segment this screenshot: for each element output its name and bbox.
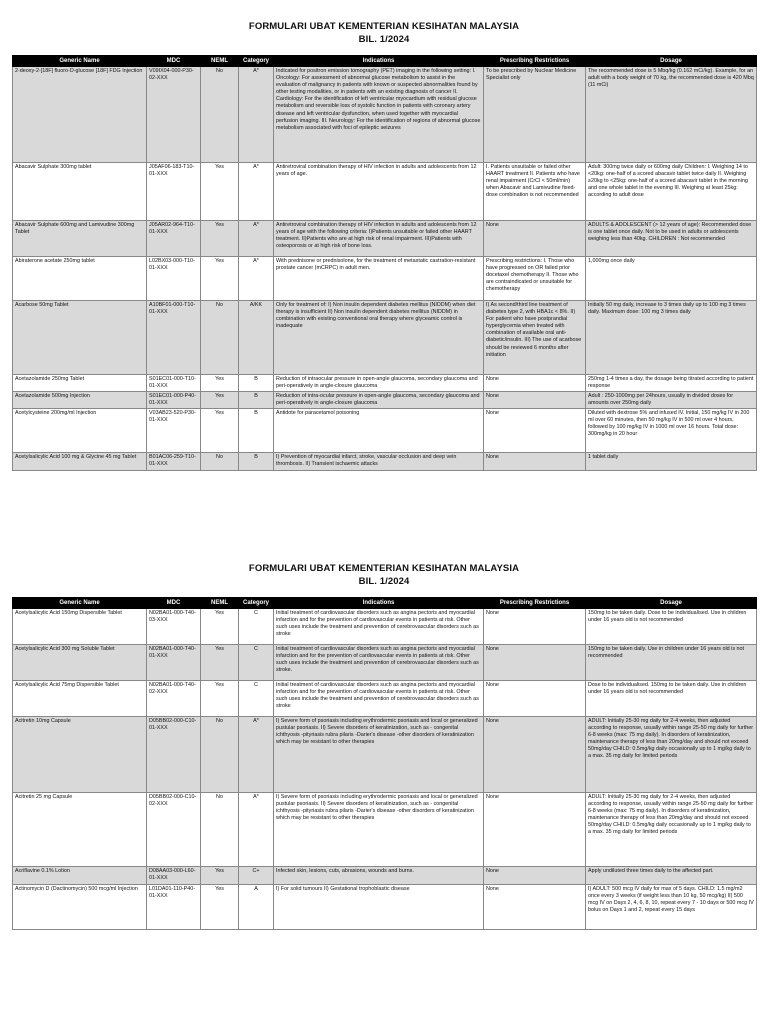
cell-generic-name: Acriflavine 0.1% Lotion (13, 867, 147, 885)
cell-generic-name: 2-deoxy-2-[18F] fluoro-D-glucose [18F] FDG Injection (13, 67, 147, 163)
cell-mdc: L02BX03-000-T10-01-XXX (147, 257, 201, 301)
cell-indications: Initial treatment of cardiovascular disorders such as angina pectoris and myocardial infarction and for the prevention of cardiovascular events in patients at risk. Other such uses include the treatment and prevention of cerebrovascular disorders such as stroke. (274, 645, 484, 681)
cell-dosage: 250mg 1-4 times a day, the dosage being titrated according to patient response (586, 375, 757, 392)
table-row (13, 67, 757, 163)
cell-dosage: 150mg to be taken daily. Dose to be individualised. Use in children under 16 years old is not recommended (586, 609, 757, 645)
table-row (13, 681, 757, 717)
cell-indications: Initial treatment of cardiovascular disorders such as angina pectoris and myocardial infarction and for the prevention of cardiovascular events in patients at risk. Other such uses include the treatment and prevention of cerebrovascular disorders such as stroke (274, 681, 484, 717)
table-row (13, 221, 757, 257)
table-row (13, 453, 757, 471)
cell-category: B (239, 392, 274, 409)
title-line-2: BIL. 1/2024 (358, 34, 410, 45)
formulary-page-2 (12, 562, 756, 930)
cell-mdc: A10BF01-000-T10-01-XXX (147, 301, 201, 375)
cell-dosage: Diluted with dextrose 5% and infused IV. Initial, 150 mg/kg IV in 200 ml over 60 minutes, then 50 mg/kg IV in 500 ml over 4 hours, followed by 100 mg/kg IV in 1000 ml over 16 hours. Total dose: 300mg/kg in 20 hour (586, 409, 757, 453)
cell-dosage: Adult : 250-1000mg per 24hours, usually in divided doses for amounts over 250mg daily (586, 392, 757, 409)
cell-category: A* (239, 257, 274, 301)
table-row (13, 717, 757, 793)
table-row (13, 867, 757, 885)
cell-generic-name: Acitretin 10mg Capsule (13, 717, 147, 793)
cell-category: A* (239, 793, 274, 867)
cell-indications: I) Severe form of psoriasis including erythrodermic psoriasis and local or generalized pustular psoriasis. II) Severe disorders of keratinization, such as - congenital ichthyosis -pityriasis rubra pilaris -Darier's disease -other disorders of keratinization which may be resistant to other therapies (274, 717, 484, 793)
cell-restrictions: None (484, 221, 586, 257)
cell-neml: Yes (201, 257, 239, 301)
cell-mdc: D05BB02-000-C10-02-XXX (147, 793, 201, 867)
cell-neml: Yes (201, 392, 239, 409)
cell-restrictions: None (484, 409, 586, 453)
formulary-page-1 (12, 20, 756, 471)
col-category: Category (239, 598, 274, 609)
cell-mdc: J05AF06-183-T10-01-XXX (147, 163, 201, 221)
table-body (13, 67, 757, 471)
cell-indications: I) Severe form of psoriasis including erythrodermic psoriasis and local or generalized pustular psoriasis. II) Severe disorders of keratinization, such as - congenital ichthyosis -pityriasis rubra pilaris -Darier's disease -other disorders of keratinization which may be resistant to other therapies (274, 793, 484, 867)
table-row (13, 375, 757, 392)
cell-category: C (239, 609, 274, 645)
cell-mdc: B01AC06-259-T10-01-XXX (147, 453, 201, 471)
cell-indications: Indicated for positron emission tomography (PET) imaging in the following setting: I. Oncology: For assessment of abnormal glucose metabolism to assist in the evaluation of malignancy in patients with known or suspected abnormalities found by other testing modalities, or in patients with an existing diagnosis of cancer II. Cardiology: For the identification of left ventricular myocardium with residual glucose metabolism and reversible loss of systolic function in patients with coronary artery disease and left ventricular dysfunction, when used together with myocardial perfusion imaging. III. Neurology: For the identification of regions of abnormal glucose metabolism associated with foci of epileptic seizures (274, 67, 484, 163)
table-header-row (13, 598, 757, 609)
cell-indications: Reduction of intraocular pressure in open-angle glaucoma, secondary glaucoma and peri-operatively in angle-closure glaucoma (274, 375, 484, 392)
cell-neml: Yes (201, 681, 239, 717)
cell-dosage: ADULTS & ADOLESCENT (> 12 years of age): Recommended dose is one tablet once daily. Not to be used in adults or adolescents weighing less than 40kg. CHILDREN : Not recommended (586, 221, 757, 257)
cell-neml: No (201, 793, 239, 867)
cell-restrictions: None (484, 867, 586, 885)
cell-dosage: 1 tablet daily (586, 453, 757, 471)
table-row (13, 645, 757, 681)
cell-neml: Yes (201, 609, 239, 645)
cell-dosage: I) ADULT: 500 mcg IV daily for max of 5 days. CHILD: 1.5 mg/m2 once every 3 weeks (if weight less than 10 kg, 50 mcg/kg) II) 500 mcg IV on Days 2, 4, 6, 8, 10, repeat every 7 - 10 days or 500 mcg IV bolus on Days 1 and 2, repeat every 15 days (586, 885, 757, 930)
cell-category: A (239, 885, 274, 930)
cell-generic-name: Actinomycin D (Dactinomycin) 500 mcg/ml Injection (13, 885, 147, 930)
cell-dosage: 150mg to be taken daily. Use in children under 16 years old is not recommended (586, 645, 757, 681)
col-restrictions: Prescribing Restrictions (484, 56, 586, 67)
cell-mdc: D05BB02-000-C10-01-XXX (147, 717, 201, 793)
cell-neml: Yes (201, 375, 239, 392)
cell-neml: Yes (201, 645, 239, 681)
formulary-table (12, 55, 757, 471)
table-row (13, 301, 757, 375)
cell-restrictions: None (484, 645, 586, 681)
cell-mdc: D08AA03-000-L60-01-XXX (147, 867, 201, 885)
cell-generic-name: Acetylsalicylic Acid 300 mg Soluble Tablet (13, 645, 147, 681)
cell-indications: Antidote for paracetamol poisoning (274, 409, 484, 453)
cell-dosage: ADULT: Initially 25-30 mg daily for 2-4 weeks, then adjusted according to response, usually within range 25-50 mg daily for further 6-8 weeks (max: 75 mg daily). In disorders of keratinization, maintenance therapy of less than 20mg/day and should not exceed 50mg/day CHILD: 0.5mg/kg daily occasionally up to 1 mg/kg daily to a max. 35 mg daily for limited periods (586, 793, 757, 867)
col-indications: Indications (274, 56, 484, 67)
cell-indications: With prednisone or prednisolone, for the treatment of metastatic castration-resistant prostate cancer (mCRPC) in adult men. (274, 257, 484, 301)
col-dosage: Dosage (586, 598, 757, 609)
cell-category: B (239, 375, 274, 392)
title-line-2: BIL. 1/2024 (358, 576, 410, 587)
cell-indications: Antiretroviral combination therapy of HIV infection in adults and adolescents from 12 years of age with the following criteria: I)Patients unsuitable or failed other HAART treatment. II)Patients who are at high risk of renal impairment. III)Patients with osteoporosis or at high risk of bone loss. (274, 221, 484, 257)
cell-dosage: Dose to be individualised. 150mg to be taken daily. Use in children under 16 years old is not recommended (586, 681, 757, 717)
cell-indications: Infected skin, lesions, cuts, abrasions, wounds and burns. (274, 867, 484, 885)
cell-dosage: Apply undiluted three times daily to the affected part. (586, 867, 757, 885)
formulary-table (12, 597, 757, 930)
cell-category: B (239, 409, 274, 453)
cell-generic-name: Abacavir Sulphate 600mg and Lamivudine 300mg Tablet (13, 221, 147, 257)
cell-mdc: S01EC01-000-P40-01-XXX (147, 392, 201, 409)
cell-mdc: V09IX04-000-P30-02-XXX (147, 67, 201, 163)
cell-neml: Yes (201, 867, 239, 885)
table-row (13, 163, 757, 221)
cell-category: A* (239, 717, 274, 793)
cell-restrictions: None (484, 392, 586, 409)
cell-indications: Only for treatment of: I) Non insulin dependent diabetes mellitus (NIDDM) when diet therapy is insufficient II) Non insulin dependent diabetes mellitus (NIDDM) in combination with existing conventional oral therapy where glyceamic control is inadequate (274, 301, 484, 375)
cell-restrictions: I. Patients unsuitable or failed other HAART treatment II. Patients who have renal impairment (CrCl < 50ml/min) when Abacavir and Lamivudine fixed-dose combination is not recommended (484, 163, 586, 221)
cell-mdc: S01EC01-000-T10-01-XXX (147, 375, 201, 392)
cell-dosage: Initially 50 mg daily, increase to 3 times daily up to 100 mg 3 times daily. Maximum dose: 100 mg 3 times daily (586, 301, 757, 375)
cell-indications: I) Prevention of myocardial infarct, stroke, vascular occlusion and deep vein thrombosis. II) Transient ischaemic attacks (274, 453, 484, 471)
cell-restrictions: None (484, 609, 586, 645)
cell-generic-name: Acitretin 25 mg Capsule (13, 793, 147, 867)
cell-neml: No (201, 717, 239, 793)
cell-generic-name: Acetylsalicylic Acid 100 mg & Glycine 45 mg Tablet (13, 453, 147, 471)
cell-neml: Yes (201, 163, 239, 221)
cell-category: A* (239, 67, 274, 163)
cell-restrictions: None (484, 681, 586, 717)
cell-generic-name: Acetylsalicylic Acid 150mg Dispersible Tablet (13, 609, 147, 645)
table-row (13, 793, 757, 867)
cell-mdc: J05AR02-964-T10-01-XXX (147, 221, 201, 257)
col-indications: Indications (274, 598, 484, 609)
cell-dosage: 1,000mg once daily (586, 257, 757, 301)
table-row (13, 392, 757, 409)
cell-generic-name: Abacavir Sulphate 300mg tablet (13, 163, 147, 221)
cell-restrictions: Prescribing restrictions: I. Those who have progressed on OR failed prior docetaxel chemotherapy II. Those who are contraindicated or unsuitable for chemotherapy (484, 257, 586, 301)
col-neml: NEML (201, 598, 239, 609)
cell-neml: No (201, 301, 239, 375)
cell-neml: Yes (201, 221, 239, 257)
cell-generic-name: Acarbose 50mg Tablet (13, 301, 147, 375)
table-row (13, 609, 757, 645)
cell-mdc: N02BA01-000-T40-03-XXX (147, 609, 201, 645)
cell-mdc: N02BA01-000-T40-02-XXX (147, 681, 201, 717)
table-row (13, 409, 757, 453)
table-row (13, 257, 757, 301)
col-restrictions: Prescribing Restrictions (484, 598, 586, 609)
cell-restrictions: None (484, 717, 586, 793)
table-body (13, 609, 757, 930)
title-line-1: FORMULARI UBAT KEMENTERIAN KESIHATAN MALAYSIA (248, 21, 520, 32)
cell-generic-name: Acetazolamide 250mg Tablet (13, 375, 147, 392)
col-category: Category (239, 56, 274, 67)
cell-indications: I) For solid tumours II) Gestational trophoblastic disease (274, 885, 484, 930)
col-generic-name: Generic Name (13, 56, 147, 67)
cell-neml: Yes (201, 885, 239, 930)
cell-mdc: L01DA01-110-P40-01-XXX (147, 885, 201, 930)
cell-mdc: N02BA01-000-T40-01-XXX (147, 645, 201, 681)
cell-category: A* (239, 221, 274, 257)
cell-restrictions: None (484, 453, 586, 471)
col-mdc: MDC (147, 598, 201, 609)
col-neml: NEML (201, 56, 239, 67)
cell-category: C (239, 645, 274, 681)
cell-indications: Antiretroviral combination therapy of HIV infection in adults and adolescents from 12 years of age. (274, 163, 484, 221)
cell-generic-name: Acetazolamide 500mg Injection (13, 392, 147, 409)
cell-neml: No (201, 67, 239, 163)
col-dosage: Dosage (586, 56, 757, 67)
cell-restrictions: I) As second/third line treatment of diabetes type 2, with HBA1c < 8%. II) For patient who have postprandial hyperglycemia when treated with combination of available oral anti-diabetic/insulin. III) The use of acarbose should be reviewed 6 months after initiation (484, 301, 586, 375)
document-title (12, 20, 756, 46)
cell-dosage: ADULT: Initially 25-30 mg daily for 2-4 weeks, then adjusted according to response, usually within range 25-50 mg daily for further 6-8 weeks (max: 75 mg daily). In disorders of keratinization, maintenance therapy of less than 20mg/day and should not exceed 50mg/day CHILD: 0.5mg/kg daily occasionally up to 1 mg/kg daily to a max. 35 mg daily for limited periods (586, 717, 757, 793)
cell-indications: Reduction of intra-ocular pressure in open-angle glaucoma, secondary glaucoma and peri-operatively in angle-closure glaucoma (274, 392, 484, 409)
cell-category: C+ (239, 867, 274, 885)
col-mdc: MDC (147, 56, 201, 67)
cell-category: A/KK (239, 301, 274, 375)
cell-restrictions: None (484, 885, 586, 930)
cell-dosage: The recommended dose is 5 Mbq/kg (0.162 mCi/kg). Example, for an adult with a body weight of 70 kg, the recommended dose is 420 Mbq (11 mCi) (586, 67, 757, 163)
cell-restrictions: To be prescribed by Nuclear Medicine Specialist only (484, 67, 586, 163)
cell-neml: Yes (201, 409, 239, 453)
cell-indications: Initial treatment of cardiovascular disorders such as angina pectoris and myocardial infarction and for the prevention of cardiovascular events in patients at risk. Other such uses include the treatment and prevention of cerebrovascular disorders such as stroke (274, 609, 484, 645)
cell-neml: No (201, 453, 239, 471)
cell-category: C (239, 681, 274, 717)
cell-restrictions: None (484, 375, 586, 392)
cell-mdc: V03AB23-520-P30-01-XXX (147, 409, 201, 453)
table-row (13, 885, 757, 930)
cell-category: A* (239, 163, 274, 221)
title-line-1: FORMULARI UBAT KEMENTERIAN KESIHATAN MALAYSIA (248, 563, 520, 574)
document-title (12, 562, 756, 588)
col-generic-name: Generic Name (13, 598, 147, 609)
table-header-row (13, 56, 757, 67)
cell-generic-name: Abiraterone acetate 250mg tablet (13, 257, 147, 301)
cell-category: B (239, 453, 274, 471)
cell-dosage: Adult: 300mg twice daily or 600mg daily Children: I. Weighing 14 to <20kg: one-half of a scored abacavir tablet twice daily II. Weighing ≥20kg to <25kg: one-half of a scored abacavir tablet in the morning and one whole tablet in the evening III. Weighing at least 25kg: according to adult dose (586, 163, 757, 221)
cell-generic-name: Acetylcysteine 200mg/ml Injection (13, 409, 147, 453)
cell-restrictions: None (484, 793, 586, 867)
cell-generic-name: Acetylsalicylic Acid 75mg Dispersible Tablet (13, 681, 147, 717)
